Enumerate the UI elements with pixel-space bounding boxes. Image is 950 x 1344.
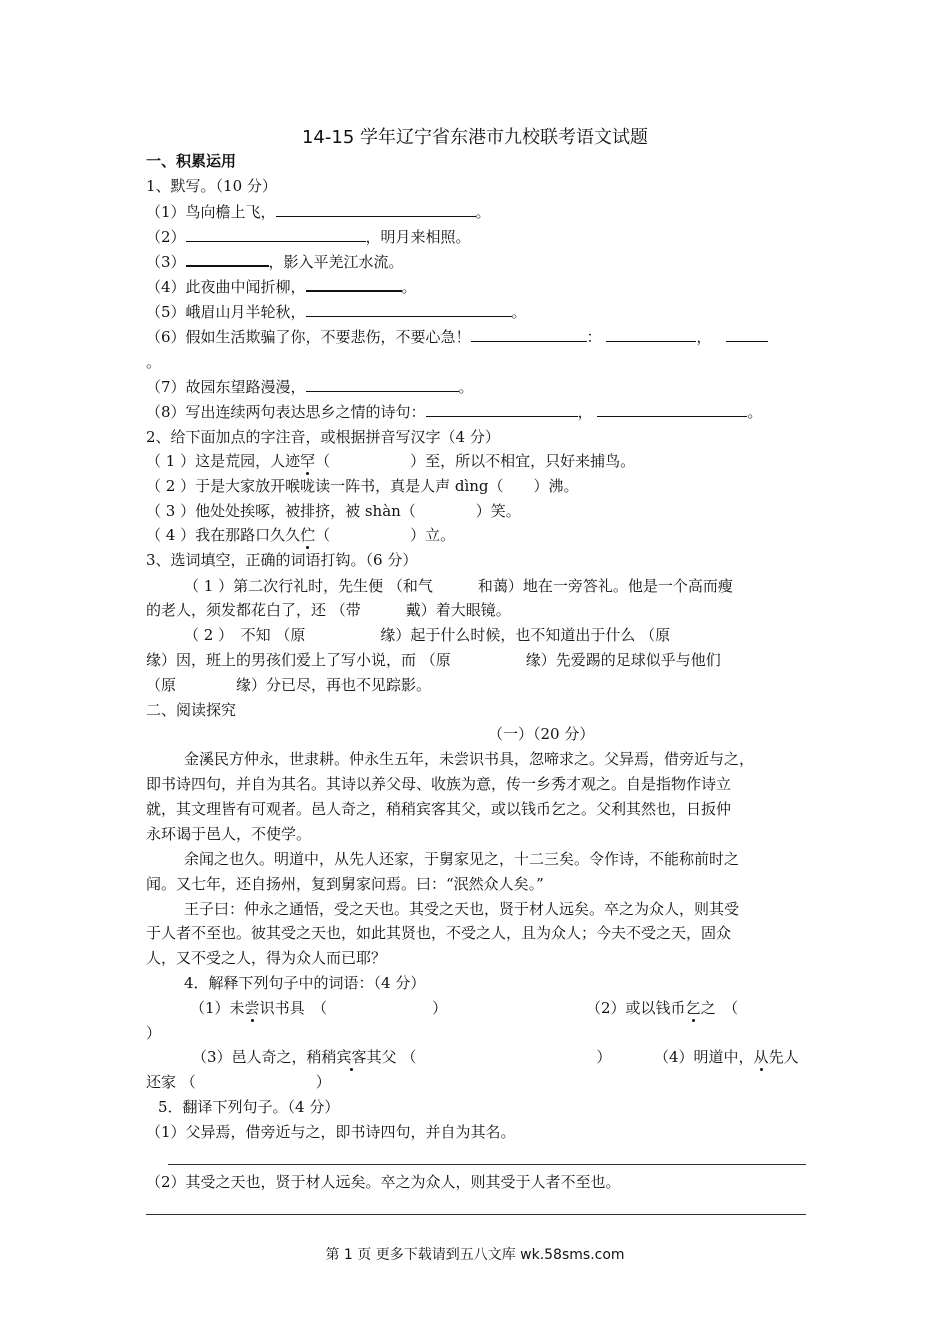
answer-blank[interactable] bbox=[426, 402, 578, 417]
answer-blank[interactable] bbox=[606, 327, 696, 342]
q1-item-6-end: 。 bbox=[146, 353, 162, 371]
q1-item-5: （5）峨眉山月半轮秋， 。 bbox=[146, 303, 527, 321]
q4-item-2: （2）或以钱币乞之 （ bbox=[586, 999, 739, 1017]
q4-item-4-end: 还家 （ ） bbox=[146, 1073, 331, 1091]
question-1: 1、默写。（10 分） bbox=[146, 177, 277, 195]
answer-blank[interactable] bbox=[597, 402, 747, 417]
q1-item-8: （8）写出连续两句表达思乡之情的诗句： ， 。 bbox=[146, 403, 763, 421]
q2-item-4: （ 4 ）我在那路口久久伫（ ）立。 bbox=[146, 526, 456, 544]
answer-blank[interactable] bbox=[186, 251, 269, 267]
passage-line: 金溪民方仲永，世隶耕。仲永生五年，未尝识书具，忽啼求之。父异焉，借旁近与之， bbox=[184, 750, 755, 768]
passage-line: 闻。又七年，还自扬州，复到舅家问焉。曰：“泯然众人矣。” bbox=[146, 875, 544, 893]
part-heading: （一）（20 分） bbox=[488, 725, 595, 743]
q4-item-3: （3）邑人奇之，稍稍宾客其父 （ ） bbox=[192, 1048, 612, 1066]
answer-blank[interactable] bbox=[306, 377, 459, 392]
passage-line: 就，其文理皆有可观者。邑人奇之，稍稍宾客其父，或以钱币乞之。父利其然也，日扳仲 bbox=[146, 800, 732, 818]
q5-item-1: （1）父异焉，借旁近与之，即书诗四句，并自为其名。 bbox=[146, 1123, 516, 1141]
q1-item-4: （4）此夜曲中闻折柳， 。 bbox=[146, 278, 417, 296]
answer-blank[interactable] bbox=[306, 276, 402, 292]
answer-blank[interactable] bbox=[471, 327, 587, 342]
q3-item-2-line-1: （ 2 ） 不知 （原 缘）起于什么时候，也不知道出于什么 （原 bbox=[184, 626, 671, 644]
passage-line: 即书诗四句，并自为其名。其诗以养父母、收族为意，传一乡秀才观之。自是指物作诗立 bbox=[146, 775, 732, 793]
answer-blank[interactable] bbox=[186, 227, 366, 242]
q3-item-2-line-2: 缘）因，班上的男孩们爱上了写小说，而 （原 缘）先爱踢的足球似乎与他们 bbox=[146, 651, 721, 669]
question-5: 5．翻译下列句子。（4 分） bbox=[158, 1098, 340, 1116]
q1-item-1: （1）鸟向檐上飞， 。 bbox=[146, 203, 491, 221]
page-footer: 第 1 页 更多下载请到五八文库 wk.58sms.com bbox=[325, 1247, 625, 1263]
page-title: 14-15 学年辽宁省东港市九校联考语文试题 bbox=[301, 127, 649, 148]
q5-item-2: （2）其受之天也，贤于材人远矣。卒之为众人，则其受于人者不至也。 bbox=[146, 1173, 621, 1191]
q3-item-1-line-2: 的老人，须发都花白了，还 （带 戴）着大眼镜。 bbox=[146, 601, 511, 619]
passage-line: 余闻之也久。明道中，从先人还家，于舅家见之，十二三矣。令作诗，不能称前时之 bbox=[184, 850, 740, 868]
q3-item-2-line-3: （原 缘）分已尽，再也不见踪影。 bbox=[146, 676, 432, 694]
q1-item-3: （3） ，影入平羌江水流。 bbox=[146, 253, 404, 271]
answer-line[interactable] bbox=[168, 1164, 806, 1165]
answer-blank[interactable] bbox=[726, 327, 768, 342]
answer-blank[interactable] bbox=[276, 202, 476, 217]
q2-item-1: （ 1 ）这是荒园，人迹罕（ ）至，所以不相宜，只好来捕鸟。 bbox=[146, 452, 636, 470]
q2-item-2: （ 2 ）于是大家放开喉咙读一阵书，真是人声 dìng（ ）沸。 bbox=[146, 477, 579, 495]
q1-item-7: （7）故园东望路漫漫， 。 bbox=[146, 378, 474, 396]
q1-item-2: （2） ，明月来相照。 bbox=[146, 228, 471, 246]
q4-item-4: （4）明道中，从先人 bbox=[654, 1048, 799, 1066]
q2-item-3: （ 3 ）他处处挨啄，被排挤，被 shàn（ ）笑。 bbox=[146, 502, 521, 520]
question-3: 3、选词填空，正确的词语打钩。（6 分） bbox=[146, 551, 418, 569]
passage-line: 于人者不至也。彼其受之天也，如此其贤也，不受之人，且为众人；今夫不受之天，固众 bbox=[146, 924, 732, 942]
q1-item-6: （6）假如生活欺骗了你，不要悲伤，不要心急！ ： ， bbox=[146, 326, 768, 348]
answer-line[interactable] bbox=[146, 1214, 806, 1215]
question-4: 4．解释下列句子中的词语：（4 分） bbox=[184, 974, 426, 992]
q4-item-1: （1）未尝识书具 （ ） bbox=[190, 999, 448, 1017]
question-2: 2、给下面加点的字注音，或根据拼音写汉字（4 分） bbox=[146, 428, 500, 446]
passage-line: 王子曰：仲永之通悟，受之天也。其受之天也，贤于材人远矣。卒之为众人，则其受 bbox=[184, 900, 740, 918]
answer-blank[interactable] bbox=[306, 302, 512, 317]
passage-line: 永环谒于邑人，不使学。 bbox=[146, 825, 312, 843]
q4-item-2-end: ） bbox=[146, 1024, 162, 1042]
passage-line: 人，又不受之人，得为众人而已耶？ bbox=[146, 949, 387, 967]
section-heading-1: 一、积累运用 bbox=[146, 152, 237, 170]
section-heading-2: 二、阅读探究 bbox=[146, 701, 237, 719]
q3-item-1-line-1: （ 1 ）第二次行礼时，先生便 （和气 和蔼）地在一旁答礼。他是一个高而瘦 bbox=[184, 577, 733, 595]
